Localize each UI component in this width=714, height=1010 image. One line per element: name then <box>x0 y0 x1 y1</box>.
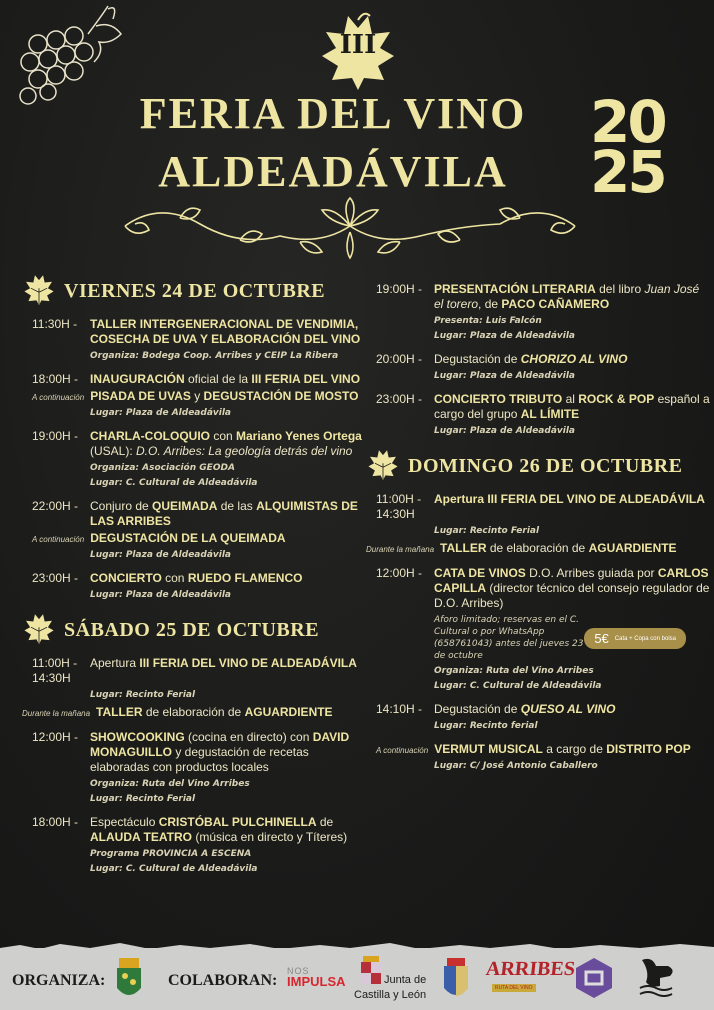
organiza-label: ORGANIZA: <box>12 972 106 989</box>
vine-leaf-icon <box>366 447 400 486</box>
text-segment: , de <box>478 297 502 311</box>
ruta-del-vino-logo: RUTA DEL VINO <box>492 984 536 992</box>
colaboran-label: COLABORAN: <box>168 972 278 989</box>
event-note: Lugar: C. Cultural de Aldeadávila <box>90 864 258 874</box>
text-segment: CATA DE VINOS <box>434 566 526 580</box>
text-segment: TALLER INTERGENERACIONAL DE VENDIMIA, COSECHA DE UVA Y ELABORACIÓN DEL VINO <box>90 317 361 346</box>
event-time: 18:00H - <box>32 815 79 829</box>
event-note: Lugar: C. Cultural de Aldeadávila <box>90 478 258 488</box>
event-main <box>22 571 362 586</box>
event-time: 22:00H - <box>32 499 79 513</box>
text-segment: PRESENTACIÓN LITERARIA <box>434 282 596 296</box>
text-segment: QUEIMADA <box>152 499 218 513</box>
vine-leaf-icon <box>22 611 56 650</box>
event-main <box>366 702 711 717</box>
event-note: Lugar: Recinto Ferial <box>434 526 540 536</box>
continuation-label: A continuación <box>32 393 85 402</box>
event-description <box>90 656 357 686</box>
continuation-text <box>96 705 333 720</box>
schedule-column-left <box>22 272 362 885</box>
event-time: 19:00H - <box>376 282 423 296</box>
text-segment: Degustación de <box>434 702 521 716</box>
title-line-1: FERIA DEL VINO <box>139 89 527 138</box>
provincial-coat-of-arms-logo <box>443 958 469 1000</box>
event-item <box>22 317 362 362</box>
text-segment: con <box>161 571 188 585</box>
text-segment: CONCIERTO TRIBUTO <box>434 392 563 406</box>
text-segment: CARLOS CAPILLA <box>434 566 709 595</box>
text-segment: del libro <box>595 282 645 296</box>
event-time: 23:00H - <box>376 392 423 406</box>
text-segment: de elaboración de <box>142 705 245 719</box>
event-item <box>22 499 362 561</box>
text-segment: CHORIZO AL VINO <box>520 352 628 366</box>
continuation-line <box>22 705 362 720</box>
booking-note: Aforo limitado; reservas en el C. Cultural o por WhatsApp (658761043) antes del jueves 23 de octubre <box>434 615 584 661</box>
event-time: 23:00H - <box>32 571 79 585</box>
text-segment: DAVID MONAGUILLO <box>90 730 350 759</box>
event-note: Presenta: Luis Falcón <box>434 316 542 326</box>
continuation-line <box>32 531 362 546</box>
event-item <box>366 742 711 772</box>
day-heading <box>22 272 362 311</box>
text-segment: CRISTÓBAL PULCHINELLA <box>158 815 317 829</box>
text-segment: Apertura III FERIA DEL VINO DE ALDEADÁVILA <box>434 492 705 506</box>
event-main <box>366 282 711 312</box>
event-note: Lugar: Plaza de Aldeadávila <box>434 426 576 436</box>
text-segment: (USAL): <box>90 444 137 458</box>
event-item <box>366 282 711 342</box>
event-note: Organiza: Bodega Coop. Arribes y CEIP La Ribera <box>90 351 339 361</box>
event-description <box>90 499 362 529</box>
event-main <box>22 815 362 845</box>
event-time: 12:00H - <box>32 730 79 744</box>
junta-logo-line-2: Castilla y León <box>354 989 427 1001</box>
continuation-label: Durante la mañana <box>22 709 91 718</box>
event-description <box>434 492 705 522</box>
text-segment: DEGUSTACIÓN DE LA QUEIMADA <box>90 531 286 545</box>
text-segment: D.O. Arribes: La geología detrás del vino <box>136 444 353 458</box>
continuation-label: A continuación <box>376 746 429 755</box>
event-item <box>22 429 362 489</box>
event-time: 11:00H - 14:30H <box>376 492 422 521</box>
text-segment: Espectáculo <box>90 815 159 829</box>
text-segment: DEGUSTACIÓN DE MOSTO <box>203 389 359 403</box>
event-main <box>366 492 711 522</box>
text-segment: de <box>316 815 334 829</box>
event-item <box>366 352 711 382</box>
text-segment: III FERIA DEL VINO DE ALDEADÁVILA <box>139 656 357 670</box>
text-segment: TALLER <box>96 705 143 719</box>
event-main <box>22 317 362 347</box>
text-segment: D.O. Arribes guiada por <box>525 566 658 580</box>
price-badge <box>584 628 686 649</box>
day-heading <box>366 447 711 486</box>
event-time: 18:00H - <box>32 372 79 386</box>
horse-head-logo <box>636 956 688 998</box>
text-segment: Degustación de <box>434 352 521 366</box>
text-segment: AL LÍMITE <box>520 407 580 421</box>
nos-impulsa-logo: IMPULSA <box>287 974 346 989</box>
continuation-text <box>90 531 285 546</box>
text-segment: y degustación de recetas elaboradas con productos locales <box>90 745 309 774</box>
day-title: DOMINGO 26 DE OCTUBRE <box>408 455 683 477</box>
event-item <box>366 702 711 732</box>
continuation-label: Durante la mañana <box>366 545 435 554</box>
event-description <box>434 566 711 611</box>
event-item <box>22 815 362 875</box>
event-time: 12:00H - <box>376 566 423 580</box>
event-main <box>22 499 362 529</box>
castilla-y-leon-shield-logo <box>360 956 382 986</box>
nos-impulsa-logo-top: NOS <box>287 966 310 976</box>
event-note: Organiza: Ruta del Vino Arribes <box>90 779 250 789</box>
schedule-column-right <box>366 282 711 782</box>
vine-ornament <box>120 196 580 264</box>
text-segment: ROCK & POP <box>578 392 655 406</box>
text-segment: a cargo de <box>542 742 607 756</box>
text-segment: CONCIERTO <box>90 571 162 585</box>
price-description: Cata + Copa con bolsa <box>614 635 676 642</box>
event-note: Organiza: Ruta del Vino Arribes <box>434 666 594 676</box>
event-time: 11:00H - 14:30H <box>32 656 78 685</box>
event-item <box>22 656 362 720</box>
event-main <box>366 392 711 422</box>
text-segment: Apertura <box>90 656 140 670</box>
event-main <box>22 429 362 459</box>
text-segment: Juan José el torero <box>434 282 700 311</box>
year-top: 20 <box>590 88 665 156</box>
event-description <box>90 317 362 347</box>
event-item <box>22 571 362 601</box>
event-time: 20:00H - <box>376 352 423 366</box>
event-note: Lugar: Plaza de Aldeadávila <box>434 331 576 341</box>
text-segment: español a cargo del grupo <box>434 392 710 421</box>
text-segment: VERMUT MUSICAL <box>434 742 543 756</box>
event-note: Lugar: Plaza de Aldeadávila <box>90 590 232 600</box>
junta-logo-line-1: Junta de <box>384 974 427 986</box>
event-note: Lugar: C/ José Antonio Caballero <box>434 761 598 771</box>
event-main <box>22 372 362 387</box>
event-description <box>434 282 711 312</box>
event-time: 14:10H - <box>376 702 423 716</box>
text-segment: de elaboración de <box>486 541 589 555</box>
event-note: Programa PROVINCIA A ESCENA <box>90 849 252 859</box>
event-note: Lugar: Plaza de Aldeadávila <box>90 550 232 560</box>
continuation-line <box>366 541 711 556</box>
price: 5€ <box>594 631 609 646</box>
text-segment: CHARLA-COLOQUIO <box>90 429 210 443</box>
event-note: Lugar: Recinto Ferial <box>90 690 196 700</box>
text-segment: Mariano Yenes Ortega <box>236 429 362 443</box>
event-item <box>22 730 362 805</box>
event-note: Lugar: Recinto ferial <box>434 721 538 731</box>
text-segment: (música en directo y Títeres) <box>192 830 348 844</box>
text-segment: SHOWCOOKING <box>90 730 185 744</box>
purple-hexagon-logo <box>574 956 614 1000</box>
event-description <box>90 372 360 387</box>
text-segment: ALAUDA TEATRO <box>90 830 192 844</box>
event-main <box>22 656 362 686</box>
text-segment: TALLER <box>440 541 487 555</box>
continuation-line <box>376 742 711 757</box>
text-segment: QUESO AL VINO <box>520 702 616 716</box>
aldeadavila-coat-of-arms-logo <box>115 956 143 1000</box>
continuation-label: A continuación <box>32 535 85 544</box>
event-description <box>434 702 615 717</box>
text-segment: RUEDO FLAMENCO <box>187 571 303 585</box>
day-heading <box>22 611 362 650</box>
year-bottom: 25 <box>590 138 665 206</box>
text-segment: PACO CAÑAMERO <box>501 297 610 311</box>
event-main <box>22 730 362 775</box>
text-segment: con <box>210 429 237 443</box>
text-segment: (cocina en directo) con <box>184 730 313 744</box>
edition-number: III <box>339 30 377 60</box>
event-description <box>434 392 711 422</box>
event-description <box>90 815 362 845</box>
vine-leaf-icon <box>22 272 56 311</box>
text-segment: AGUARDIENTE <box>588 541 677 555</box>
event-description <box>90 571 302 586</box>
event-item <box>22 372 362 419</box>
text-segment: DISTRITO POP <box>606 742 691 756</box>
event-note: Lugar: Plaza de Aldeadávila <box>434 371 576 381</box>
text-segment: INAUGURACIÓN <box>90 372 185 386</box>
text-segment: III FERIA DEL VINO <box>251 372 361 386</box>
text-segment: ALQUIMISTAS DE LAS ARRIBES <box>90 499 358 528</box>
day-title: VIERNES 24 DE OCTUBRE <box>64 280 326 302</box>
text-segment: Conjuro de <box>90 499 153 513</box>
text-segment: AGUARDIENTE <box>244 705 333 719</box>
event-description <box>90 730 362 775</box>
event-item <box>366 492 711 556</box>
event-note: Lugar: Recinto Ferial <box>90 794 196 804</box>
text-segment: PISADA DE UVAS <box>90 389 191 403</box>
text-segment: y <box>190 389 204 403</box>
event-item <box>366 566 711 692</box>
text-segment: (director técnico del consejo regulador de D.O. Arribes) <box>434 581 710 610</box>
event-description <box>90 429 362 459</box>
event-main <box>366 352 711 367</box>
title-line-2: ALDEADÁVILA <box>158 147 508 196</box>
event-note: Lugar: C. Cultural de Aldeadávila <box>434 681 602 691</box>
event-item <box>366 392 711 437</box>
continuation-text <box>434 742 691 757</box>
text-segment: al <box>562 392 579 406</box>
event-main <box>366 566 711 611</box>
event-description <box>434 352 627 367</box>
event-note: Organiza: Asociación GEODA <box>90 463 235 473</box>
event-time: 11:30H - <box>32 317 78 331</box>
text-segment: oficial de la <box>184 372 252 386</box>
continuation-text <box>90 389 358 404</box>
day-title: SÁBADO 25 DE OCTUBRE <box>64 619 320 641</box>
event-note: Lugar: Plaza de Aldeadávila <box>90 408 232 418</box>
arribes-logo: ARRIBES <box>484 958 577 980</box>
continuation-text <box>440 541 677 556</box>
event-time: 19:00H - <box>32 429 79 443</box>
continuation-line <box>32 389 362 404</box>
text-segment: de las <box>217 499 257 513</box>
